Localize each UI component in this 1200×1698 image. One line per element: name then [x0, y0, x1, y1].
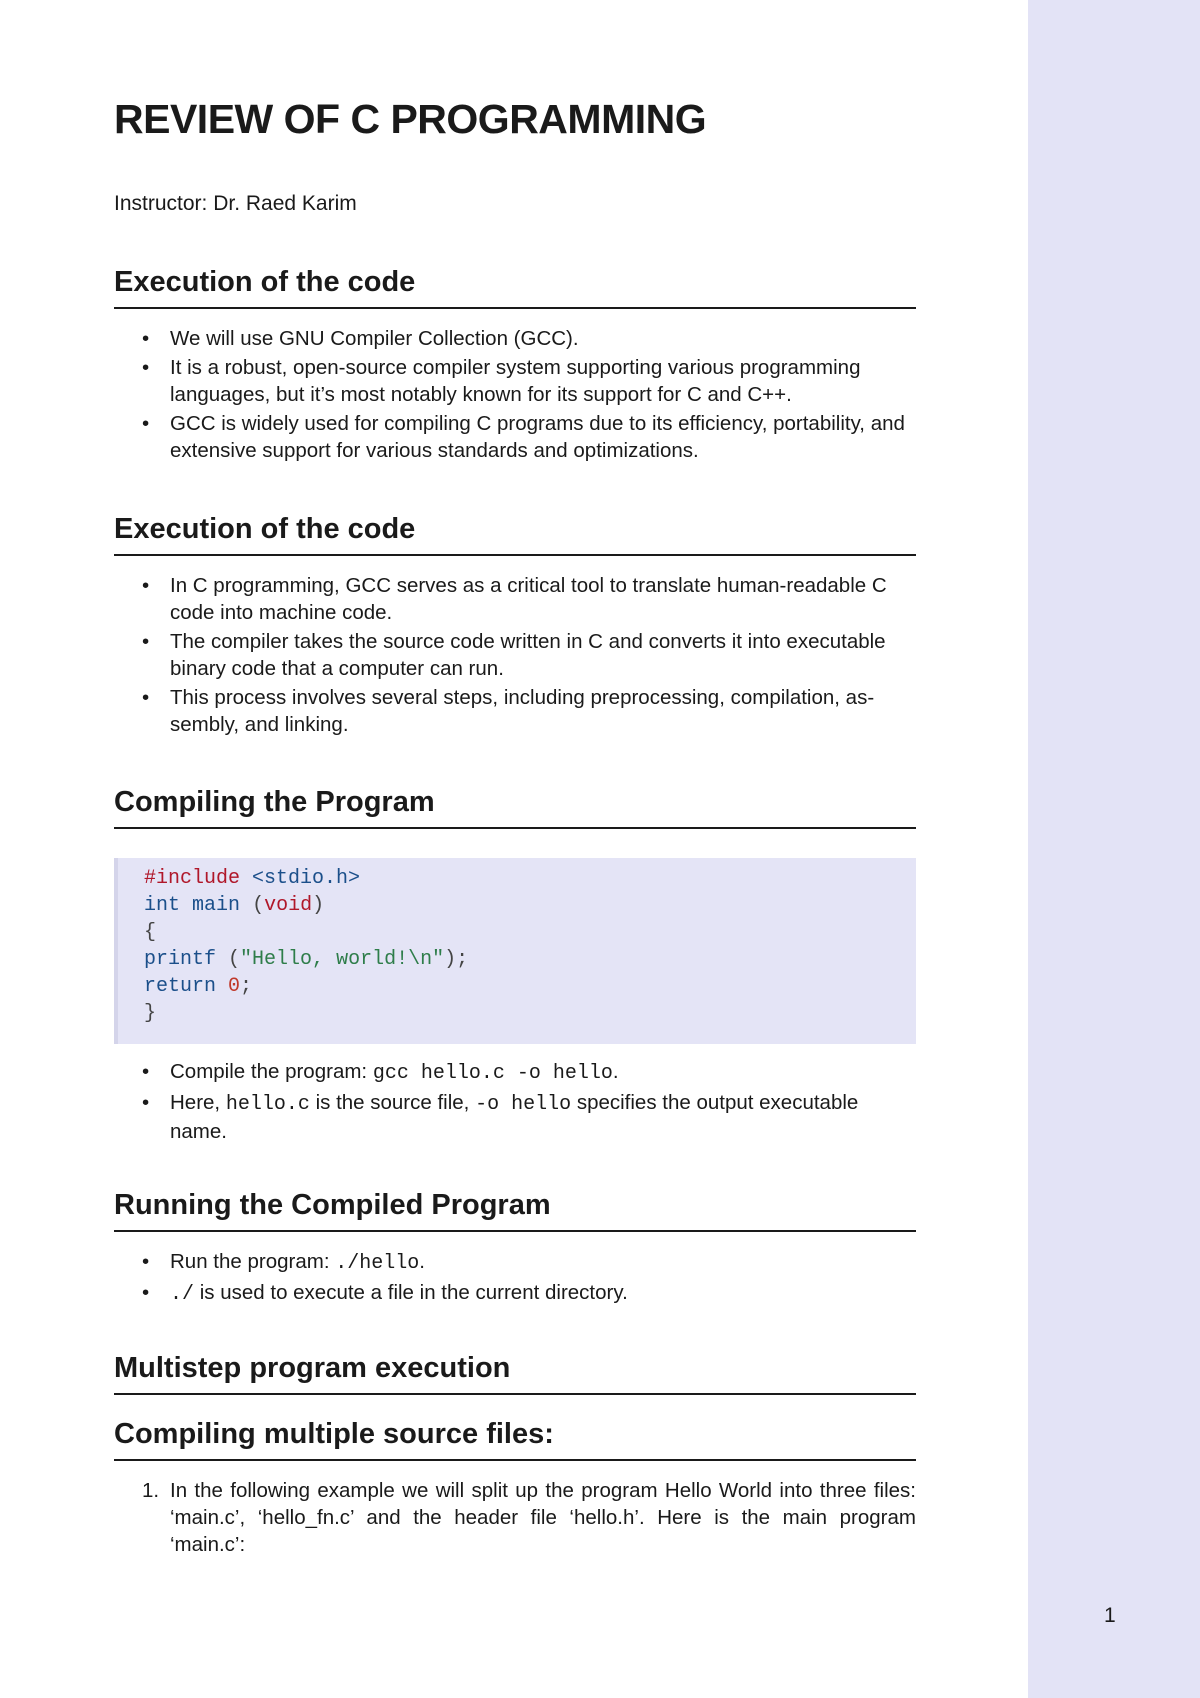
bullet-list: [114, 325, 916, 464]
section-multiple-files: [114, 1414, 916, 1560]
section-running: [114, 1185, 916, 1310]
document-title: REVIEW OF C PROGRAMMING: [114, 96, 707, 142]
section-heading: Compiling multiple source files:: [114, 1418, 554, 1450]
list-item: • ./ is used to execute a file in the current directory.: [142, 1281, 628, 1306]
numbered-list: [114, 1477, 916, 1558]
margin-sidebar: [1028, 0, 1200, 1698]
section-multistep: [114, 1348, 916, 1395]
list-item: • Here, hello.c is the source file, -o hello specifies the output executable name.: [142, 1091, 859, 1143]
code-line: {: [144, 921, 157, 944]
list-item: • Run the program: ./hello.: [142, 1250, 425, 1275]
instructor-line: Instructor: Dr. Raed Karim: [114, 192, 357, 215]
bullet-list: [114, 572, 916, 738]
section-rule: [114, 827, 916, 829]
section-execution-2: [114, 509, 916, 740]
section-execution-1: [114, 262, 916, 466]
page-number: 1: [1104, 1604, 1116, 1627]
list-item: • The compiler takes the source code written in C and converts it into executable binary code that a computer can run.: [142, 630, 886, 680]
list-item: • In C programming, GCC serves as a critical tool to translate human-readable C code into machine code.: [142, 574, 887, 624]
bullet-list: [114, 1058, 916, 1147]
list-item: • It is a robust, open-source compiler system supporting various programming languages, but it’s most notably known for its support for C and C++.: [142, 356, 861, 406]
section-heading: Execution of the code: [114, 266, 416, 298]
section-compiling: [114, 782, 916, 829]
code-line: return 0;: [144, 975, 253, 998]
section-heading: Multistep program execution: [114, 1352, 511, 1384]
code-line: }: [144, 1002, 157, 1025]
list-item: 1. In the following example we will split up the program Hello World into three files: ‘main.c’, ‘hello_fn.c’ and the header file ‘hello.h’. Here is the main program ‘main.c’:: [142, 1479, 916, 1556]
list-item: • This process involves several steps, including preprocessing, compilation, as-sembly, and linking.: [142, 686, 875, 736]
section-rule: [114, 1230, 916, 1232]
list-item: • We will use GNU Compiler Collection (GCC).: [142, 327, 579, 350]
section-heading: Compiling the Program: [114, 786, 435, 818]
code-block: [114, 858, 916, 1044]
code-line: #include <stdio.h>: [144, 867, 361, 890]
list-item: • Compile the program: gcc hello.c -o hello.: [142, 1060, 619, 1085]
code-line: printf ("Hello, world!\n");: [144, 948, 469, 971]
section-rule: [114, 554, 916, 556]
bullet-list: [114, 1248, 916, 1308]
section-rule: [114, 1393, 916, 1395]
section-rule: [114, 307, 916, 309]
section-heading: Running the Compiled Program: [114, 1189, 551, 1221]
code-line: int main (void): [144, 894, 325, 917]
section-heading: Execution of the code: [114, 513, 416, 545]
list-item: • GCC is widely used for compiling C programs due to its efficiency, portability, and extensive support for various standards and optimizations.: [142, 412, 905, 462]
section-rule: [114, 1459, 916, 1461]
